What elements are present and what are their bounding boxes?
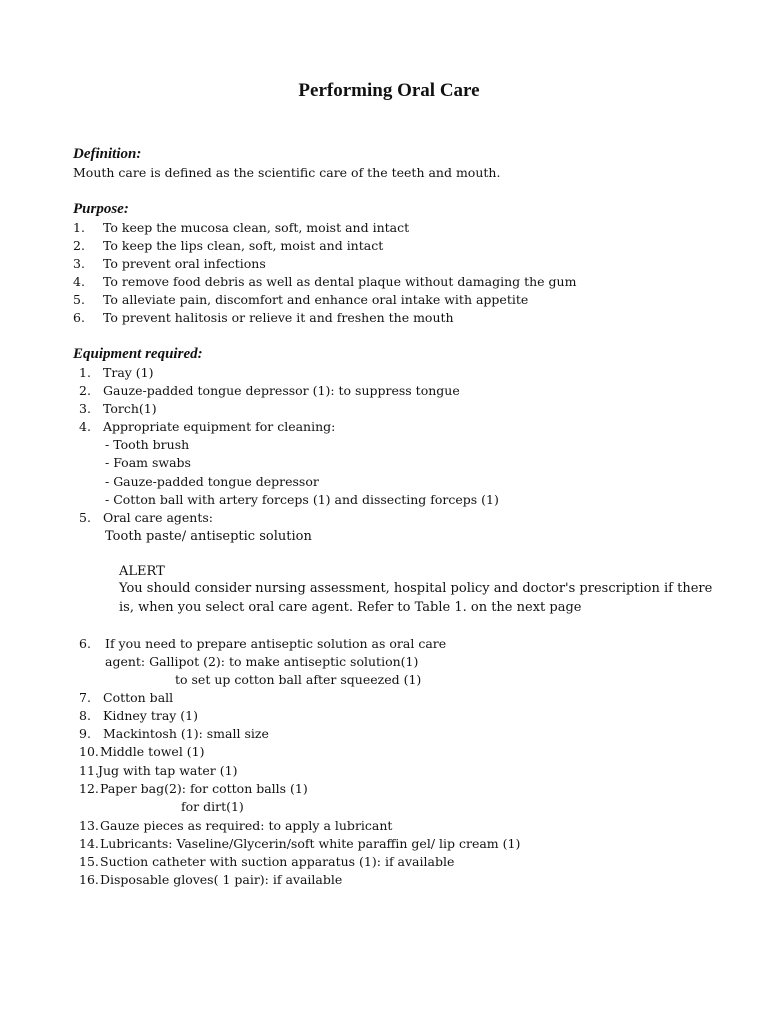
- equipment-item-text: Gauze pieces as required: to apply a lubricant: [100, 818, 393, 833]
- cleaning-subitem: - Tooth brush: [105, 437, 190, 452]
- alert-label: ALERT: [119, 564, 165, 579]
- equipment-item-text: Cotton ball: [103, 690, 174, 705]
- purpose-item-number: 4.: [73, 274, 85, 289]
- purpose-item-number: 2.: [73, 238, 85, 253]
- equipment-item-number: 6.: [79, 636, 91, 651]
- definition-heading: Definition:: [73, 146, 142, 162]
- alert-text-line: You should consider nursing assessment, hospital policy and doctor's prescription if there: [119, 581, 713, 596]
- equipment-item-text: Mackintosh (1): small size: [103, 726, 269, 741]
- equipment-item-text: Torch(1): [103, 401, 157, 416]
- equipment-item-number: 14.: [79, 836, 99, 851]
- equipment-item-number: 10.: [79, 744, 99, 759]
- equipment-item-text: Middle towel (1): [100, 744, 205, 759]
- equipment-item-number: 12.: [79, 781, 99, 796]
- purpose-heading: Purpose:: [73, 201, 129, 217]
- equipment-item-number: 3.: [79, 401, 91, 416]
- equipment-item-text: Disposable gloves( 1 pair): if available: [100, 872, 343, 887]
- equipment-item-number: 16.: [79, 872, 99, 887]
- purpose-item-text: To prevent oral infections: [103, 256, 266, 271]
- equipment-item-number: 9.: [79, 726, 91, 741]
- equipment-item-text: Gauze-padded tongue depressor (1): to suppress tongue: [103, 383, 460, 398]
- equipment-item-text-cont: to set up cotton ball after squeezed (1): [175, 672, 422, 687]
- purpose-item-number: 1.: [73, 220, 85, 235]
- equipment-item-number: 15.: [79, 854, 99, 869]
- equipment-item-text: Jug with tap water (1): [98, 763, 238, 778]
- cleaning-subitem: - Gauze-padded tongue depressor: [105, 474, 319, 489]
- purpose-item-number: 5.: [73, 292, 85, 307]
- equipment-heading: Equipment required:: [73, 346, 203, 362]
- cleaning-subitem: - Foam swabs: [105, 455, 191, 470]
- purpose-item-number: 3.: [73, 256, 85, 271]
- equipment-item-text: Kidney tray (1): [103, 708, 199, 723]
- equipment-item-text: Appropriate equipment for cleaning:: [103, 419, 336, 434]
- equipment-item-number: 8.: [79, 708, 91, 723]
- equipment-item-text: Paper bag(2): for cotton balls (1): [100, 781, 308, 796]
- purpose-item-number: 6.: [73, 310, 85, 325]
- page-title: Performing Oral Care: [298, 80, 480, 101]
- purpose-item-text: To remove food debris as well as dental plaque without damaging the gum: [103, 274, 577, 289]
- equipment-item-number: 5.: [79, 510, 91, 525]
- equipment-item-number: 4.: [79, 419, 91, 434]
- alert-text-line: is, when you select oral care agent. Refer to Table 1. on the next page: [119, 600, 582, 615]
- purpose-item-text: To alleviate pain, discomfort and enhance oral intake with appetite: [103, 292, 529, 307]
- equipment-item-number: 11.: [79, 763, 99, 778]
- equipment-item-text: Tray (1): [103, 365, 154, 380]
- purpose-item-text: To keep the lips clean, soft, moist and intact: [103, 238, 384, 253]
- equipment-item-number: 7.: [79, 690, 91, 705]
- purpose-item-text: To keep the mucosa clean, soft, moist and intact: [103, 220, 410, 235]
- equipment-item-text: Suction catheter with suction apparatus (1): if available: [100, 854, 455, 869]
- purpose-item-text: To prevent halitosis or relieve it and freshen the mouth: [103, 310, 454, 325]
- equipment-item-text-cont: for dirt(1): [181, 799, 244, 814]
- cleaning-subitem: - Cotton ball with artery forceps (1) and dissecting forceps (1): [105, 492, 499, 507]
- equipment-item-text: If you need to prepare antiseptic solution as oral care: [105, 636, 447, 651]
- oral-care-agent-detail: Tooth paste/ antiseptic solution: [105, 529, 312, 544]
- equipment-item-text-cont: agent: Gallipot (2): to make antiseptic solution(1): [105, 654, 419, 669]
- equipment-item-number: 1.: [79, 365, 91, 380]
- definition-text: Mouth care is defined as the scientific care of the teeth and mouth.: [73, 165, 501, 180]
- equipment-item-text: Lubricants: Vaseline/Glycerin/soft white paraffin gel/ lip cream (1): [100, 836, 521, 851]
- equipment-item-number: 13.: [79, 818, 99, 833]
- equipment-item-text: Oral care agents:: [103, 510, 213, 525]
- equipment-item-number: 2.: [79, 383, 91, 398]
